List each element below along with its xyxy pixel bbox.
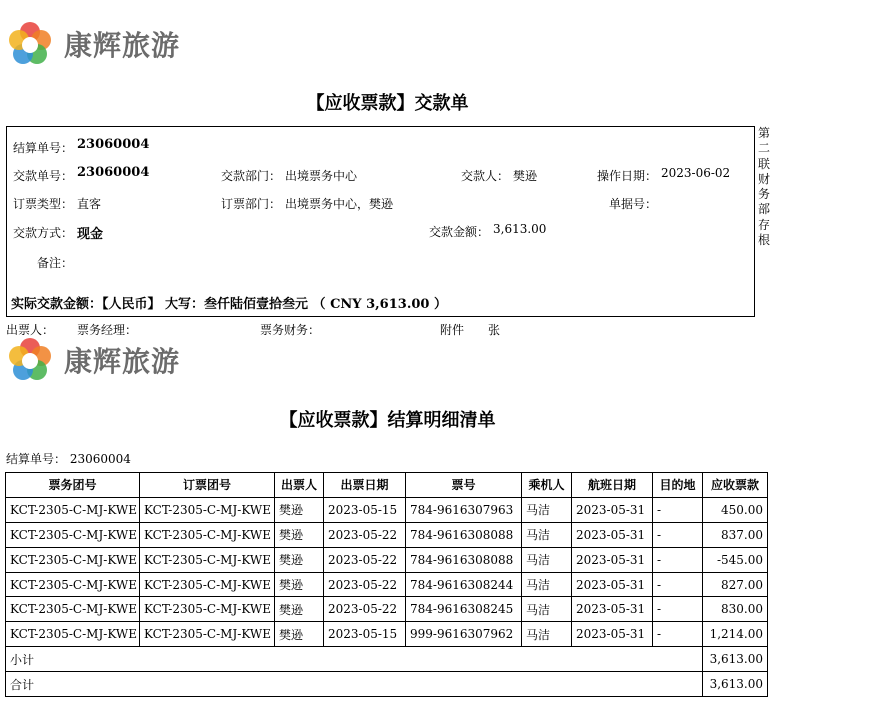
- brand-logo: [6, 20, 180, 68]
- booking-group-no-cell: KCT-2305-C-MJ-KWE: [140, 522, 275, 547]
- drawer-cell: 樊逊: [275, 497, 324, 522]
- destination-cell: -: [653, 522, 703, 547]
- booking-group-no-cell: KCT-2305-C-MJ-KWE: [140, 597, 275, 622]
- flight-date-cell: 2023-05-31: [572, 622, 653, 647]
- detail-table-body: [6, 497, 768, 696]
- sig-attach: 附件: [440, 323, 465, 337]
- ticket-type-value: 直客: [77, 197, 102, 211]
- ticket-no-cell: 784-9616308088: [406, 522, 522, 547]
- destination-cell: -: [653, 597, 703, 622]
- ticket-group-no-cell: KCT-2305-C-MJ-KWE: [6, 522, 140, 547]
- receivable-cell: 1,214.00: [703, 622, 768, 647]
- booking-dept-value: 出境票务中心，樊逊: [285, 197, 394, 211]
- receivable-cell: -545.00: [703, 547, 768, 572]
- payment-no-value: 23060004: [77, 165, 150, 180]
- destination-cell: -: [653, 547, 703, 572]
- ticket-no-cell: 999-9616307962: [406, 622, 522, 647]
- drawer-cell: 樊逊: [275, 522, 324, 547]
- copy-note: [757, 126, 771, 248]
- ticket-group-no-cell: KCT-2305-C-MJ-KWE: [6, 622, 140, 647]
- receipt-title: 【应收票款】交款单: [306, 93, 469, 114]
- passenger-cell: 马洁: [522, 497, 572, 522]
- booking-dept-label: 订票部门：: [221, 197, 282, 211]
- issue-date-cell: 2023-05-22: [324, 597, 406, 622]
- dept-value: 出境票务中心: [285, 169, 358, 183]
- detail-table: [5, 472, 768, 697]
- ticket-group-no-cell: KCT-2305-C-MJ-KWE: [6, 547, 140, 572]
- destination-cell: -: [653, 497, 703, 522]
- detail-title: 【应收票款】结算明细清单: [279, 410, 496, 431]
- column-header: 目的地: [653, 473, 703, 498]
- sig-drawer: 出票人：: [6, 323, 55, 337]
- ticket-group-no-cell: KCT-2305-C-MJ-KWE: [6, 597, 140, 622]
- subtotal-row: [6, 647, 768, 672]
- voucher-label: 单据号：: [609, 197, 658, 211]
- passenger-cell: 马洁: [522, 522, 572, 547]
- flight-date-cell: 2023-05-31: [572, 497, 653, 522]
- column-header: 订票团号: [140, 473, 275, 498]
- receipt-box: [6, 126, 755, 317]
- copy-note-char: 二: [757, 141, 770, 156]
- issue-date-cell: 2023-05-15: [324, 622, 406, 647]
- receivable-cell: 450.00: [703, 497, 768, 522]
- remark-label: 备注：: [37, 256, 74, 270]
- total-label: 合计: [6, 672, 703, 697]
- total-row: [6, 672, 768, 697]
- actual-total: 实际交款金额：【人民币】 大写：叁仟陆佰壹拾叁元 （ CNY 3,613.00 ）: [11, 297, 447, 312]
- booking-group-no-cell: KCT-2305-C-MJ-KWE: [140, 622, 275, 647]
- detail-settlement-value: 23060004: [69, 452, 131, 466]
- drawer-cell: 樊逊: [275, 572, 324, 597]
- flight-date-cell: 2023-05-31: [572, 597, 653, 622]
- detail-settlement-label: 结算单号：: [6, 452, 67, 466]
- table-row: [6, 522, 768, 547]
- flight-date-cell: 2023-05-31: [572, 547, 653, 572]
- table-row: [6, 547, 768, 572]
- sig-manager: 票务经理：: [77, 323, 138, 337]
- ticket-no-cell: 784-9616308088: [406, 547, 522, 572]
- passenger-cell: 马洁: [522, 572, 572, 597]
- copy-note-char: 根: [757, 233, 770, 248]
- column-header: 乘机人: [522, 473, 572, 498]
- drawer-cell: 樊逊: [275, 597, 324, 622]
- payer-value: 樊逊: [513, 169, 538, 183]
- destination-cell: -: [653, 622, 703, 647]
- payer-label: 交款人：: [461, 169, 510, 183]
- copy-note-char: 存: [757, 217, 770, 232]
- ticket-type-label: 订票类型：: [13, 197, 74, 211]
- column-header: 航班日期: [572, 473, 653, 498]
- brand-name: 康辉旅游: [64, 345, 181, 378]
- amount-value: 3,613.00: [493, 222, 547, 236]
- booking-group-no-cell: KCT-2305-C-MJ-KWE: [140, 572, 275, 597]
- drawer-cell: 樊逊: [275, 622, 324, 647]
- subtotal-value: 3,613.00: [703, 647, 768, 672]
- table-row: [6, 497, 768, 522]
- ticket-no-cell: 784-9616308244: [406, 572, 522, 597]
- op-date-value: 2023-06-02: [661, 166, 731, 180]
- ticket-no-cell: 784-9616308245: [406, 597, 522, 622]
- flower-logo-icon: [6, 336, 54, 384]
- total-value: 3,613.00: [703, 672, 768, 697]
- receivable-cell: 830.00: [703, 597, 768, 622]
- drawer-cell: 樊逊: [275, 547, 324, 572]
- ticket-group-no-cell: KCT-2305-C-MJ-KWE: [6, 572, 140, 597]
- table-row: [6, 622, 768, 647]
- passenger-cell: 马洁: [522, 547, 572, 572]
- table-row: [6, 597, 768, 622]
- op-date-label: 操作日期：: [597, 169, 658, 183]
- flight-date-cell: 2023-05-31: [572, 572, 653, 597]
- column-header: 出票人: [275, 473, 324, 498]
- flower-logo-icon: [6, 20, 54, 68]
- flight-date-cell: 2023-05-31: [572, 522, 653, 547]
- receivable-cell: 827.00: [703, 572, 768, 597]
- copy-note-char: 第: [757, 126, 770, 140]
- copy-note-char: 部: [757, 202, 770, 217]
- sig-finance: 票务财务：: [260, 323, 321, 337]
- brand-name: 康辉旅游: [64, 29, 181, 62]
- booking-group-no-cell: KCT-2305-C-MJ-KWE: [140, 547, 275, 572]
- method-label: 交款方式：: [13, 226, 74, 240]
- dept-label: 交款部门：: [221, 169, 282, 183]
- column-header: 出票日期: [324, 473, 406, 498]
- passenger-cell: 马洁: [522, 597, 572, 622]
- receivable-cell: 837.00: [703, 522, 768, 547]
- column-header: 票号: [406, 473, 522, 498]
- detail-settlement: [6, 450, 131, 467]
- passenger-cell: 马洁: [522, 622, 572, 647]
- sig-unit: 张: [488, 323, 501, 337]
- amount-label: 交款金额：: [429, 225, 490, 239]
- copy-note-char: 联: [757, 156, 770, 171]
- method-value: 现金: [77, 227, 104, 242]
- issue-date-cell: 2023-05-22: [324, 522, 406, 547]
- ticket-group-no-cell: KCT-2305-C-MJ-KWE: [6, 497, 140, 522]
- issue-date-cell: 2023-05-22: [324, 572, 406, 597]
- subtotal-label: 小计: [6, 647, 703, 672]
- destination-cell: -: [653, 572, 703, 597]
- settlement-label: 结算单号：: [13, 141, 74, 155]
- column-header: 票务团号: [6, 473, 140, 498]
- copy-note-char: 财: [757, 171, 770, 186]
- issue-date-cell: 2023-05-22: [324, 547, 406, 572]
- brand-logo: [6, 336, 180, 384]
- ticket-no-cell: 784-9616307963: [406, 497, 522, 522]
- table-header-row: [6, 473, 768, 498]
- settlement-value: 23060004: [77, 137, 150, 152]
- table-row: [6, 572, 768, 597]
- issue-date-cell: 2023-05-15: [324, 497, 406, 522]
- copy-note-char: 务: [757, 187, 770, 202]
- booking-group-no-cell: KCT-2305-C-MJ-KWE: [140, 497, 275, 522]
- column-header: 应收票款: [703, 473, 768, 498]
- payment-no-label: 交款单号：: [13, 169, 74, 183]
